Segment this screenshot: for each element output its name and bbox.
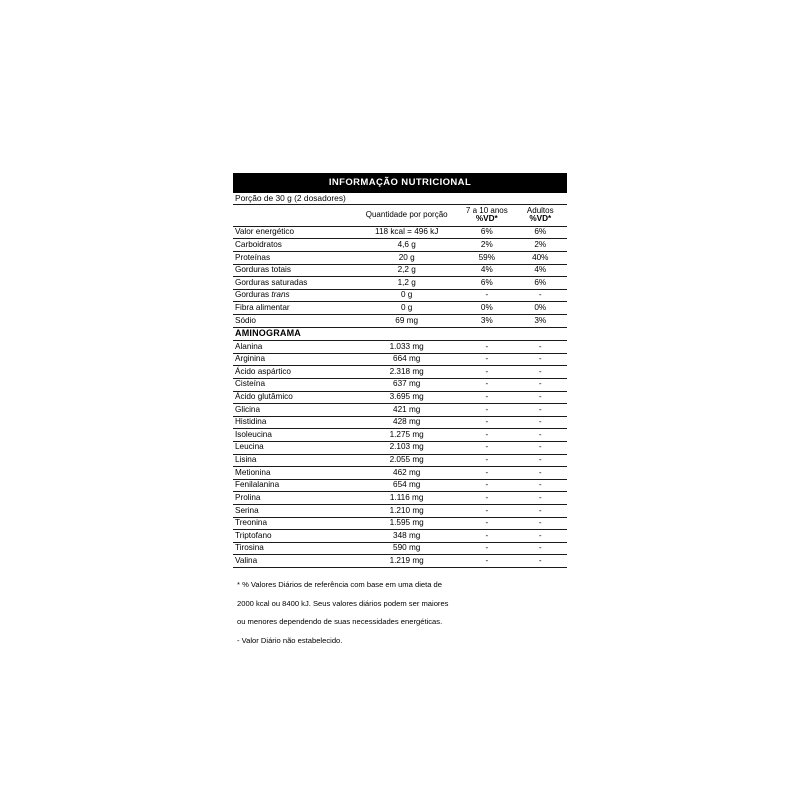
table-row <box>233 366 567 379</box>
row-vd-child: - <box>460 454 513 467</box>
nutrition-table <box>233 193 567 569</box>
row-name: Alanina <box>233 341 353 354</box>
row-vd-adult: - <box>514 341 567 354</box>
table-row <box>233 542 567 555</box>
row-name: Valor energético <box>233 226 353 239</box>
label-title: INFORMAÇÃO NUTRICIONAL <box>233 173 567 193</box>
row-vd-adult: - <box>514 517 567 530</box>
row-vd-child: - <box>460 542 513 555</box>
row-amount: 1.275 mg <box>353 429 460 442</box>
row-vd-child: 3% <box>460 315 513 328</box>
row-amount: 69 mg <box>353 315 460 328</box>
table-row <box>233 416 567 429</box>
row-vd-child: - <box>460 366 513 379</box>
table-row <box>233 467 567 480</box>
row-name: Lisina <box>233 454 353 467</box>
table-row <box>233 239 567 252</box>
row-amount: 0 g <box>353 302 460 315</box>
row-vd-adult: 40% <box>514 252 567 265</box>
row-vd-child: - <box>460 530 513 543</box>
footnote-line-1: * % Valores Diários de referência com base em uma dieta de <box>237 580 442 590</box>
row-amount: 1.033 mg <box>353 341 460 354</box>
header-vd-adult-age: Adultos <box>526 205 554 215</box>
row-name: Arginina <box>233 353 353 366</box>
row-vd-child: 4% <box>460 264 513 277</box>
section-label: AMINOGRAMA <box>233 327 567 340</box>
table-row <box>233 441 567 454</box>
row-amount: 3.695 mg <box>353 391 460 404</box>
row-name: Sódio <box>233 315 353 328</box>
row-name: Leucina <box>233 441 353 454</box>
row-vd-adult: - <box>514 492 567 505</box>
row-amount: 1.210 mg <box>353 505 460 518</box>
table-row <box>233 454 567 467</box>
row-name: Gorduras totais <box>233 264 353 277</box>
row-name: Ácido aspártico <box>233 366 353 379</box>
header-vd-child-age: 7 a 10 anos <box>465 205 508 215</box>
row-vd-adult: - <box>514 441 567 454</box>
row-name: Cisteína <box>233 378 353 391</box>
row-amount: 0 g <box>353 289 460 302</box>
row-vd-child: - <box>460 289 513 302</box>
row-name: Proteínas <box>233 252 353 265</box>
row-name: Triptofano <box>233 530 353 543</box>
footnote-line-2: 2000 kcal ou 8400 kJ. Seus valores diários podem ser maiores <box>237 598 449 608</box>
table-row <box>233 530 567 543</box>
row-vd-adult: - <box>514 366 567 379</box>
footnote-line-3: ou menores dependendo de suas necessidades energéticas. <box>237 617 443 627</box>
table-row <box>233 378 567 391</box>
row-name: Tirosina <box>233 542 353 555</box>
row-amount: 118 kcal = 496 kJ <box>353 226 460 239</box>
table-header-row <box>233 205 567 226</box>
row-vd-adult: - <box>514 353 567 366</box>
table-row <box>233 391 567 404</box>
row-vd-adult: - <box>514 378 567 391</box>
table-row <box>233 404 567 417</box>
row-vd-adult: - <box>514 505 567 518</box>
row-vd-adult: - <box>514 429 567 442</box>
table-row <box>233 341 567 354</box>
row-name: Glicina <box>233 404 353 417</box>
row-vd-child: - <box>460 416 513 429</box>
row-vd-adult: - <box>514 542 567 555</box>
row-name: Treonina <box>233 517 353 530</box>
row-vd-child: - <box>460 391 513 404</box>
row-vd-child: - <box>460 378 513 391</box>
row-amount: 462 mg <box>353 467 460 480</box>
nutrition-facts-label <box>233 173 567 654</box>
row-amount: 1.219 mg <box>353 555 460 568</box>
table-row <box>233 264 567 277</box>
row-amount: 4,6 g <box>353 239 460 252</box>
table-row <box>233 226 567 239</box>
row-name: Histidina <box>233 416 353 429</box>
row-amount: 2.103 mg <box>353 441 460 454</box>
row-vd-child: - <box>460 429 513 442</box>
header-vd-child <box>460 205 513 226</box>
footnote-line-4: - Valor Diário não estabelecido. <box>237 635 343 645</box>
row-vd-adult: - <box>514 404 567 417</box>
row-amount: 654 mg <box>353 479 460 492</box>
header-name <box>233 205 353 226</box>
table-row <box>233 353 567 366</box>
table-row <box>233 479 567 492</box>
table-row <box>233 505 567 518</box>
row-vd-adult: - <box>514 530 567 543</box>
row-vd-adult: - <box>514 479 567 492</box>
row-amount: 664 mg <box>353 353 460 366</box>
row-name: Fenilalanina <box>233 479 353 492</box>
row-vd-adult: 2% <box>514 239 567 252</box>
row-amount: 2.318 mg <box>353 366 460 379</box>
portion-row <box>233 193 567 205</box>
table-row <box>233 555 567 568</box>
row-amount: 590 mg <box>353 542 460 555</box>
table-row <box>233 302 567 315</box>
row-vd-adult: - <box>514 555 567 568</box>
table-row <box>233 429 567 442</box>
row-name: Isoleucina <box>233 429 353 442</box>
row-vd-child: 6% <box>460 226 513 239</box>
row-vd-adult: - <box>514 454 567 467</box>
row-amount: 421 mg <box>353 404 460 417</box>
row-vd-child: - <box>460 505 513 518</box>
row-vd-child: - <box>460 479 513 492</box>
row-vd-adult: 3% <box>514 315 567 328</box>
row-vd-child: 59% <box>460 252 513 265</box>
row-amount: 637 mg <box>353 378 460 391</box>
row-name: Fibra alimentar <box>233 302 353 315</box>
table-row <box>233 277 567 290</box>
row-vd-child: - <box>460 404 513 417</box>
header-vd-child-pct: %VD* <box>475 214 498 224</box>
footnote <box>233 568 567 654</box>
row-vd-adult: 6% <box>514 277 567 290</box>
row-vd-child: 0% <box>460 302 513 315</box>
row-vd-adult: - <box>514 289 567 302</box>
row-amount: 20 g <box>353 252 460 265</box>
row-vd-child: 6% <box>460 277 513 290</box>
section-header-aminogram <box>233 327 567 340</box>
header-vd-adult-pct: %VD* <box>529 214 552 224</box>
row-vd-adult: - <box>514 467 567 480</box>
header-amount: Quantidade por porção <box>353 205 460 226</box>
row-amount: 1.116 mg <box>353 492 460 505</box>
row-vd-adult: - <box>514 391 567 404</box>
row-name: Gorduras trans <box>233 289 353 302</box>
table-row <box>233 492 567 505</box>
row-vd-adult: 0% <box>514 302 567 315</box>
row-amount: 348 mg <box>353 530 460 543</box>
row-vd-child: - <box>460 341 513 354</box>
portion-text: Porção de 30 g (2 dosadores) <box>233 193 567 205</box>
row-vd-adult: 4% <box>514 264 567 277</box>
table-row <box>233 315 567 328</box>
row-name: Carboidratos <box>233 239 353 252</box>
row-vd-child: 2% <box>460 239 513 252</box>
row-name: Valina <box>233 555 353 568</box>
row-name: Gorduras saturadas <box>233 277 353 290</box>
row-amount: 2.055 mg <box>353 454 460 467</box>
row-vd-child: - <box>460 492 513 505</box>
row-amount: 1.595 mg <box>353 517 460 530</box>
row-amount: 2,2 g <box>353 264 460 277</box>
row-vd-adult: - <box>514 416 567 429</box>
header-vd-adult <box>514 205 567 226</box>
row-vd-adult: 6% <box>514 226 567 239</box>
row-vd-child: - <box>460 555 513 568</box>
table-row <box>233 252 567 265</box>
row-name: Ácido glutâmico <box>233 391 353 404</box>
table-row <box>233 517 567 530</box>
row-vd-child: - <box>460 467 513 480</box>
row-name: Serina <box>233 505 353 518</box>
row-amount: 428 mg <box>353 416 460 429</box>
row-name-italic: trans <box>271 290 290 300</box>
row-amount: 1,2 g <box>353 277 460 290</box>
row-name: Prolina <box>233 492 353 505</box>
row-vd-child: - <box>460 441 513 454</box>
table-row <box>233 289 567 302</box>
row-vd-child: - <box>460 353 513 366</box>
row-vd-child: - <box>460 517 513 530</box>
row-name: Metionina <box>233 467 353 480</box>
